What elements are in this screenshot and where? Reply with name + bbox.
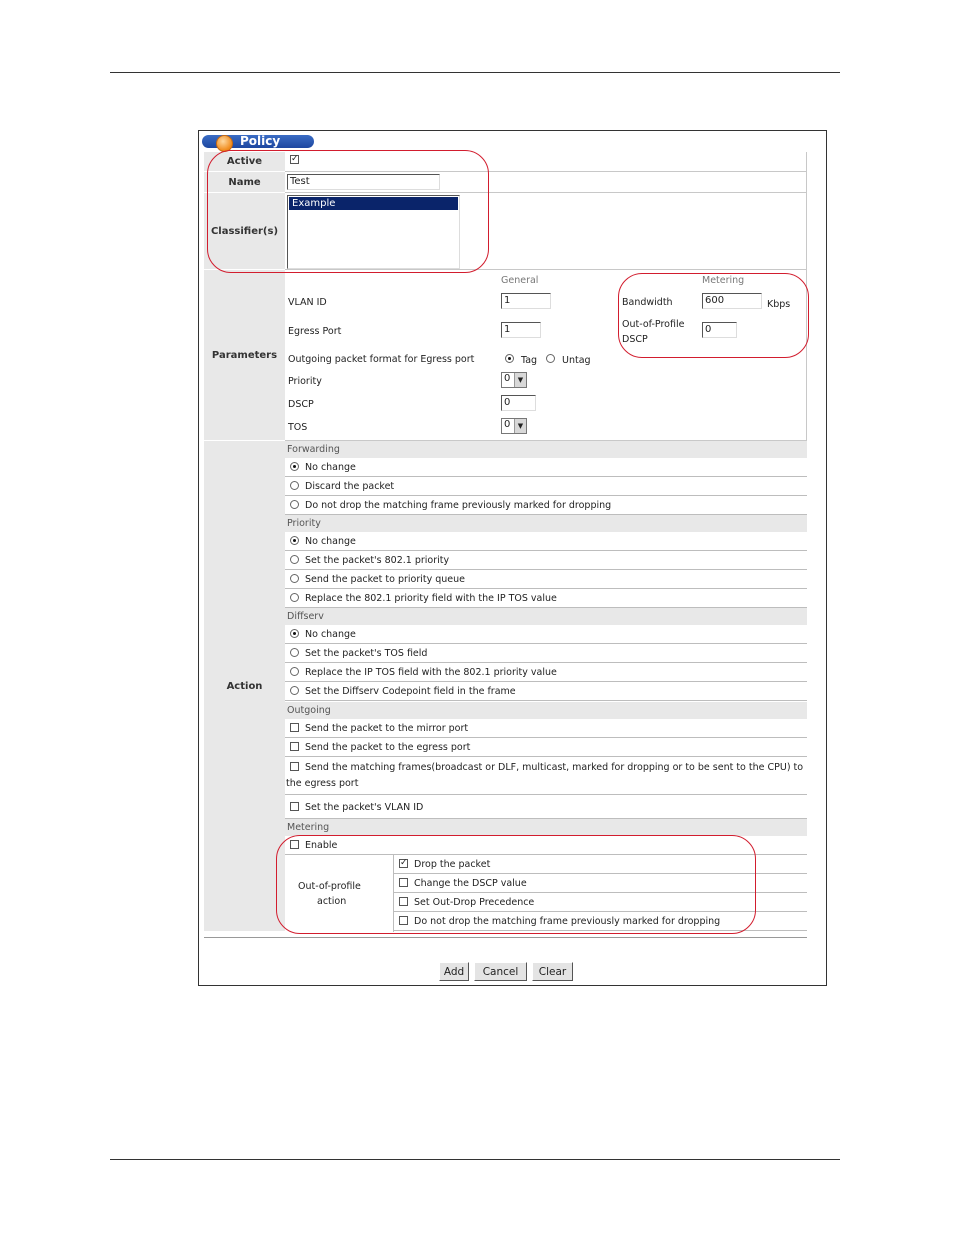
bandwidth-label: Bandwidth: [622, 297, 673, 308]
tag-label: Tag: [521, 355, 538, 366]
metering-enable-row: [285, 836, 807, 855]
outgoing-option-row: [285, 719, 807, 738]
priority-set-8021-radio[interactable]: [290, 555, 299, 564]
oop-action-label-line1: Out-of-profile: [298, 881, 361, 892]
oop-dscp-label-line1: Out-of-Profile: [622, 319, 685, 330]
forwarding-do-not-drop-radio[interactable]: [290, 500, 299, 509]
dscp-input[interactable]: 0: [501, 395, 536, 411]
oop-option-label: Do not drop the matching frame previously marked for dropping: [414, 916, 721, 927]
active-label: Active: [226, 156, 263, 167]
priority-option-row: [285, 570, 807, 589]
active-cell: [285, 152, 807, 172]
vlan-id-label: VLAN ID: [288, 297, 327, 308]
vlan-id-input[interactable]: 1: [501, 293, 551, 309]
parameters-label: Parameters: [211, 349, 278, 361]
oop-option-row: [394, 855, 807, 874]
bandwidth-unit: Kbps: [767, 299, 791, 310]
forwarding-option-label: Discard the packet: [305, 481, 395, 492]
diffserv-codepoint-radio[interactable]: [290, 686, 299, 695]
oop-out-drop-precedence-checkbox[interactable]: [399, 897, 408, 906]
classifier-label-cell: [204, 193, 285, 270]
forwarding-option-label: Do not drop the matching frame previously marked for dropping: [305, 500, 612, 511]
diffserv-option-label: Set the Diffserv Codepoint field in the frame: [305, 686, 516, 697]
name-label: Name: [228, 176, 261, 188]
policy-panel: [198, 130, 827, 986]
chevron-down-icon: ▼: [514, 419, 526, 433]
bottom-rule: [110, 1159, 840, 1160]
name-label-cell: [204, 172, 285, 193]
forwarding-discard-radio[interactable]: [290, 481, 299, 490]
egress-port-label: Egress Port: [288, 326, 342, 337]
tos-select-value: 0: [504, 419, 511, 430]
cancel-button[interactable]: Cancel: [474, 962, 527, 981]
form-separator: [204, 937, 807, 938]
action-label: Action: [226, 680, 263, 692]
classifier-listbox[interactable]: [287, 195, 460, 269]
outgoing-option-label: Send the matching frames(broadcast or DLF, multicast, marked for dropping or to be sent to the CPU) to: [305, 762, 804, 773]
active-checkbox[interactable]: ✓: [291, 154, 299, 164]
parameters-label-cell: [204, 270, 285, 441]
diffserv-no-change-radio[interactable]: [290, 629, 299, 638]
outgoing-mirror-checkbox[interactable]: [290, 723, 299, 732]
priority-option-label: Send the packet to priority queue: [305, 574, 466, 585]
top-rule: [110, 72, 840, 73]
metering-section-heading: Metering: [285, 819, 807, 836]
outgoing-option-label-continued: the egress port: [286, 778, 359, 789]
clear-button[interactable]: Clear: [532, 962, 573, 981]
classifier-option-example[interactable]: Example: [289, 197, 458, 210]
active-label-cell: [204, 152, 285, 172]
name-input[interactable]: Test: [287, 174, 440, 190]
priority-option-label: No change: [305, 536, 356, 547]
forwarding-option-row: [285, 458, 807, 477]
oop-action-label-cell: [285, 855, 394, 932]
oop-change-dscp-checkbox[interactable]: [399, 878, 408, 887]
metering-heading: Metering: [702, 275, 745, 286]
outgoing-vlan-id-checkbox[interactable]: [290, 802, 299, 811]
priority-option-label: Set the packet's 802.1 priority: [305, 555, 450, 566]
priority-select[interactable]: [501, 372, 527, 388]
outgoing-egress-checkbox[interactable]: [290, 742, 299, 751]
diffserv-heading: Diffserv: [285, 608, 807, 625]
priority-heading: Priority: [285, 515, 807, 532]
oop-option-label: Set Out-Drop Precedence: [414, 897, 535, 908]
priority-queue-radio[interactable]: [290, 574, 299, 583]
outgoing-option-row: [285, 738, 807, 757]
priority-option-label: Replace the 802.1 priority field with the IP TOS value: [305, 593, 557, 604]
oop-option-row: [394, 874, 807, 893]
classifier-label: Classifier(s): [210, 225, 279, 237]
forwarding-heading: Forwarding: [285, 441, 807, 458]
metering-enable-label: Enable: [305, 840, 338, 851]
forwarding-option-row: [285, 496, 807, 515]
oop-option-label: Change the DSCP value: [414, 878, 527, 889]
priority-option-row: [285, 551, 807, 570]
oop-drop-packet-checkbox[interactable]: ✓: [400, 858, 408, 868]
diffserv-option-row: [285, 644, 807, 663]
forwarding-option-label: No change: [305, 462, 356, 473]
priority-label: Priority: [288, 376, 322, 387]
forwarding-no-change-radio[interactable]: [290, 462, 299, 471]
oop-dscp-label-line2: DSCP: [622, 334, 648, 345]
diffserv-set-tos-radio[interactable]: [290, 648, 299, 657]
outgoing-option-label: Set the packet's VLAN ID: [305, 802, 424, 813]
oop-option-label: Drop the packet: [414, 859, 491, 870]
oop-option-row: [394, 893, 807, 912]
bandwidth-input[interactable]: 600: [702, 293, 762, 309]
diffserv-option-label: No change: [305, 629, 356, 640]
oop-do-not-drop-checkbox[interactable]: [399, 916, 408, 925]
untag-radio[interactable]: [546, 354, 555, 363]
outgoing-option-label: Send the packet to the egress port: [305, 742, 471, 753]
diffserv-option-row: [285, 625, 807, 644]
priority-option-row: [285, 589, 807, 608]
outgoing-option-row: [285, 757, 807, 795]
diffserv-option-label: Replace the IP TOS field with the 802.1 priority value: [305, 667, 557, 678]
priority-select-value: 0: [504, 373, 511, 384]
oop-action-label-line2: action: [317, 896, 347, 907]
dscp-label: DSCP: [288, 399, 314, 410]
outgoing-matching-frames-checkbox[interactable]: [290, 762, 299, 771]
oop-option-row: [394, 912, 807, 931]
tos-label: TOS: [288, 422, 308, 433]
general-heading: General: [501, 275, 539, 286]
priority-no-change-radio[interactable]: [290, 536, 299, 545]
diffserv-option-label: Set the packet's TOS field: [305, 648, 428, 659]
action-label-cell: [204, 441, 285, 932]
diffserv-replace-tos-radio[interactable]: [290, 667, 299, 676]
priority-replace-radio[interactable]: [290, 593, 299, 602]
orb-icon: [216, 135, 233, 152]
outgoing-option-label: Send the packet to the mirror port: [305, 723, 469, 734]
metering-enable-checkbox[interactable]: [290, 840, 299, 849]
policy-title: Policy: [240, 134, 281, 148]
egress-port-input[interactable]: 1: [501, 322, 541, 338]
oop-dscp-input[interactable]: 0: [702, 322, 737, 338]
tos-select[interactable]: [501, 418, 527, 434]
chevron-down-icon: ▼: [514, 373, 526, 387]
outgoing-heading: Outgoing: [285, 702, 807, 719]
tag-radio[interactable]: [505, 354, 514, 363]
policy-header: [202, 135, 314, 148]
outgoing-format-label: Outgoing packet format for Egress port: [288, 354, 475, 365]
priority-option-row: [285, 532, 807, 551]
forwarding-option-row: [285, 477, 807, 496]
outgoing-option-row: [285, 795, 807, 819]
diffserv-option-row: [285, 682, 807, 701]
add-button[interactable]: Add: [439, 962, 469, 981]
untag-label: Untag: [562, 355, 591, 366]
diffserv-option-row: [285, 663, 807, 682]
